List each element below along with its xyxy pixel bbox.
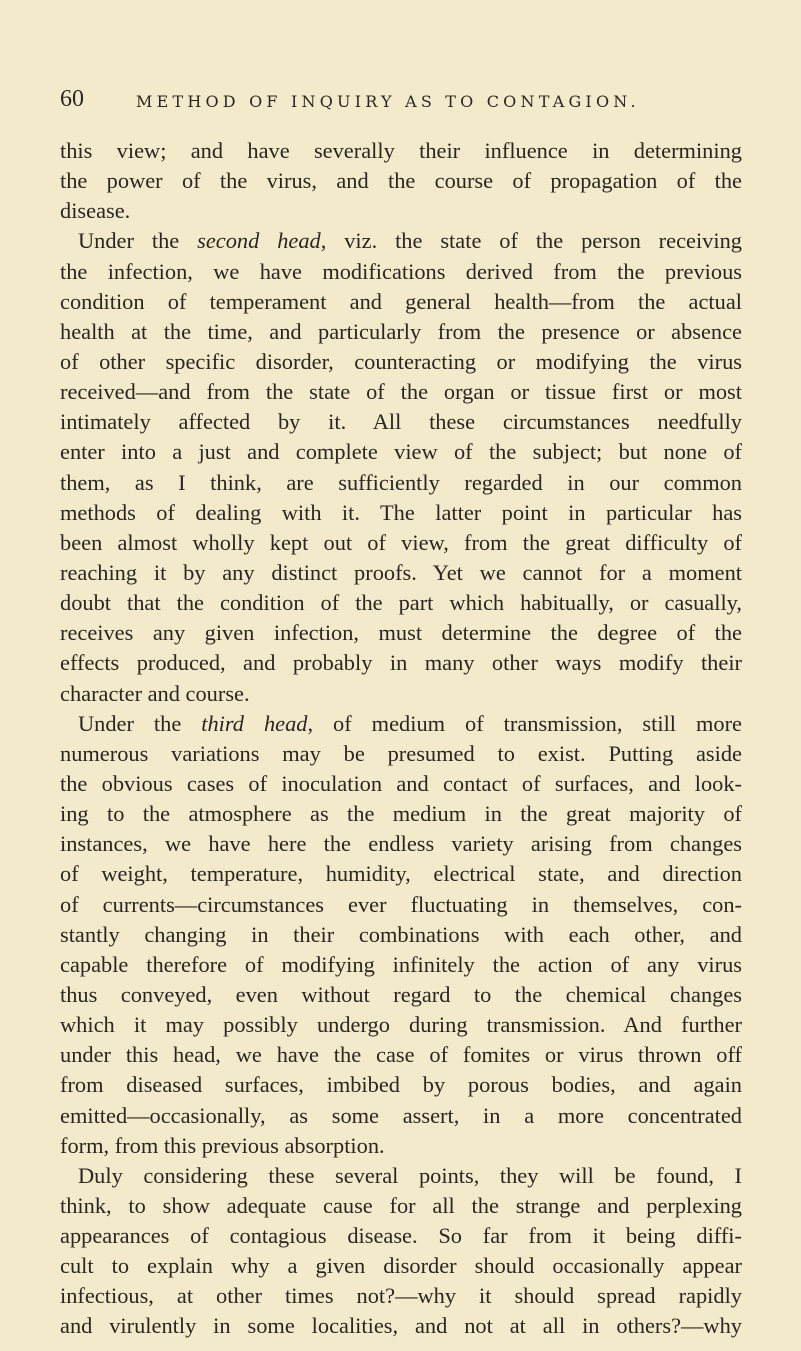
text-line [60, 166, 742, 196]
italic-text: second head [197, 228, 321, 254]
text-line [60, 1221, 742, 1251]
text-line [60, 317, 742, 347]
page-number: 60 [60, 86, 84, 112]
text-segment: , of medium of transmission, still more [307, 710, 742, 736]
text-segment: them, as I think, are sufficiently regarded in our common [60, 469, 742, 495]
text-line [60, 1040, 742, 1070]
text-line [60, 226, 742, 256]
text-segment: from diseased surfaces, imbibed by porous bodies, and again [60, 1072, 742, 1098]
text-segment: ing to the atmosphere as the medium in the great majority of [60, 801, 742, 827]
running-header [60, 86, 750, 116]
text-line [60, 980, 742, 1010]
text-segment: thus conveyed, even without regard to the chemical changes [60, 981, 742, 1007]
text-line [60, 528, 742, 558]
text-line [60, 498, 742, 528]
text-line [60, 136, 742, 166]
text-line [60, 1281, 742, 1311]
text-line [60, 347, 742, 377]
text-line [60, 1070, 742, 1100]
text-segment: the power of the virus, and the course of propagation of the [60, 168, 742, 194]
text-line [60, 739, 742, 769]
text-line [60, 1161, 742, 1191]
text-segment: which it may possibly undergo during transmission. And further [60, 1012, 742, 1038]
text-line [60, 769, 742, 799]
text-line [60, 709, 742, 739]
text-line [60, 950, 742, 980]
text-line [60, 679, 742, 709]
text-segment: stantly changing in their combinations with each other, and [60, 921, 742, 947]
text-line [60, 799, 742, 829]
text-segment: Under the [78, 228, 198, 254]
text-line [60, 257, 742, 287]
text-line [60, 437, 742, 467]
text-segment: doubt that the condition of the part which habitually, or casually, [60, 590, 742, 616]
text-segment: methods of dealing with it. The latter point in particular has [60, 499, 742, 525]
text-line [60, 1191, 742, 1221]
text-segment: Under the [78, 710, 202, 736]
text-segment: the obvious cases of inoculation and contact of surfaces, and look- [60, 770, 742, 796]
text-segment: been almost wholly kept out of view, from the great difficulty of [60, 529, 742, 555]
text-line [60, 287, 742, 317]
text-segment: of weight, temperature, humidity, electrical state, and direction [60, 861, 742, 887]
text-segment: Duly considering these several points, they will be found, I [78, 1162, 742, 1188]
running-title: METHOD OF INQUIRY AS TO CONTAGION. [136, 92, 640, 111]
text-segment: capable therefore of modifying infinitely the action of any virus [60, 951, 742, 977]
text-segment: of currents—circumstances ever fluctuating in themselves, con- [60, 891, 742, 917]
text-line [60, 618, 742, 648]
text-line [60, 1101, 742, 1131]
text-segment: , viz. the state of the person receiving [320, 228, 742, 254]
text-line [60, 1311, 742, 1341]
text-line [60, 377, 742, 407]
text-segment: reaching it by any distinct proofs. Yet we cannot for a moment [60, 559, 742, 585]
text-line [60, 1251, 742, 1281]
text-segment: and virulently in some localities, and not at all in others?—why [60, 1313, 742, 1339]
text-segment: cult to explain why a given disorder should occasionally appear [60, 1253, 742, 1279]
text-line [60, 920, 742, 950]
text-line [60, 829, 742, 859]
text-segment: this view; and have severally their influence in determining [60, 138, 742, 163]
text-segment: received—and from the state of the organ or tissue first or most [60, 379, 742, 405]
text-segment: emitted—occasionally, as some assert, in a more concentrated [60, 1102, 742, 1128]
text-segment: the infection, we have modifications derived from the previous [60, 258, 742, 284]
text-segment: character and course. [60, 680, 250, 706]
text-line [60, 558, 742, 588]
text-segment: form, from this previous absorption. [60, 1132, 385, 1158]
text-segment: disease. [60, 198, 131, 224]
text-segment: effects produced, and probably in many other ways modify their [60, 650, 742, 676]
text-segment: appearances of contagious disease. So far from it being diffi- [60, 1223, 742, 1249]
text-line [60, 1131, 742, 1161]
text-segment: of other specific disorder, counteracting or modifying the virus [60, 348, 742, 374]
text-line [60, 1010, 742, 1040]
text-line [60, 890, 742, 920]
text-segment: under this head, we have the case of fomites or virus thrown off [60, 1042, 742, 1068]
text-segment: condition of temperament and general health—from the actual [60, 288, 742, 314]
text-segment: numerous variations may be presumed to exist. Putting aside [60, 740, 742, 766]
text-line [60, 407, 742, 437]
text-line [60, 588, 742, 618]
text-segment: think, to show adequate cause for all the strange and perplexing [60, 1192, 742, 1218]
text-segment: instances, we have here the endless variety arising from changes [60, 831, 742, 857]
italic-text: third head [201, 710, 308, 736]
text-line [60, 648, 742, 678]
body-text [60, 136, 742, 1342]
text-segment: intimately affected by it. All these circumstances needfully [60, 409, 742, 435]
text-segment: receives any given infection, must determine the degree of the [60, 620, 742, 646]
text-line [60, 468, 742, 498]
text-line [60, 196, 742, 226]
text-segment: infectious, at other times not?—why it should spread rapidly [60, 1283, 742, 1309]
text-line [60, 859, 742, 889]
text-segment: health at the time, and particularly from the presence or absence [60, 318, 742, 344]
text-segment: enter into a just and complete view of the subject; but none of [60, 439, 742, 465]
